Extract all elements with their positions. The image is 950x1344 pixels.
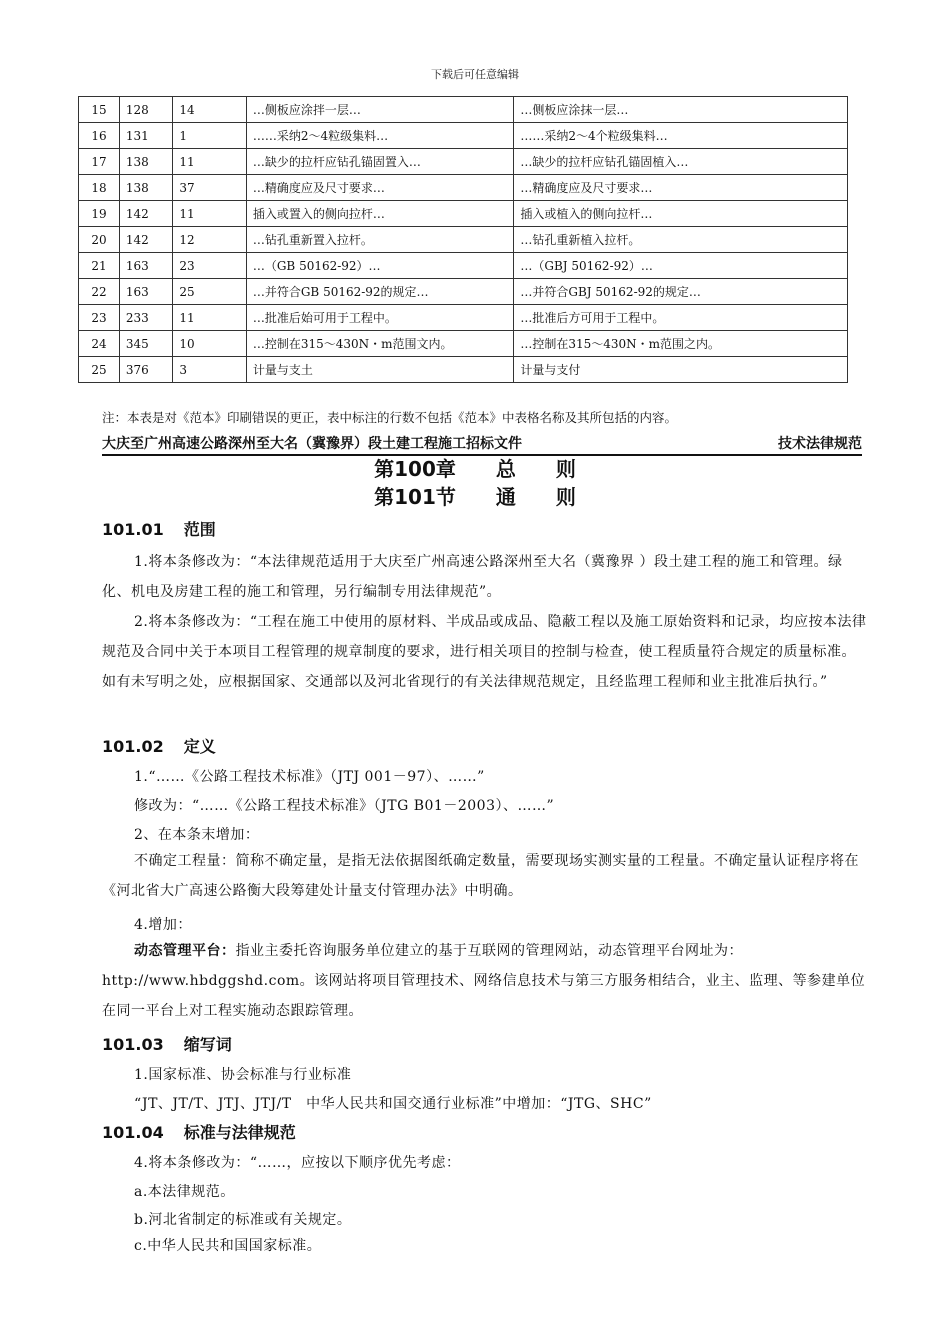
table-row	[79, 201, 848, 227]
clause-title: 缩写词	[183, 1035, 232, 1054]
original-text-cell: 计量与支土	[246, 357, 514, 383]
row-number-cell: 18	[79, 175, 120, 201]
clause-heading-101-04	[102, 1120, 296, 1143]
clause-heading-101-02	[102, 734, 216, 757]
page-cell: 345	[119, 331, 173, 357]
paragraph-scope-1: 1.将本条修改为：“本法律规范适用于大庆至广州高速公路深州至大名（冀豫界 ）段土建工程的施工和管理。绿化、机电及房建工程的施工和管理，另行编制专用法律规范”。	[102, 554, 843, 600]
page-cell: 138	[119, 149, 173, 175]
definition-line-2: 修改为：“……《公路工程技术标准》（JTG B01－2003）、……”	[134, 798, 555, 814]
row-number-cell: 16	[79, 123, 120, 149]
term-dynamic-platform: 动态管理平台：	[134, 943, 236, 959]
original-text-cell: …并符合GB 50162-92的规定…	[246, 279, 514, 305]
corrected-text-cell: ……采纳2～4个粒级集料…	[514, 123, 848, 149]
table-row	[79, 279, 848, 305]
table-row	[79, 149, 848, 175]
line-cell: 11	[173, 201, 246, 227]
clause-title: 定义	[183, 737, 216, 756]
table-row	[79, 123, 848, 149]
row-number-cell: 17	[79, 149, 120, 175]
original-text-cell: …（GB 50162-92）…	[246, 253, 514, 279]
page-cell: 142	[119, 201, 173, 227]
chapter-title: 第100章 总 则	[374, 457, 576, 481]
definition-line-1: 1.“……《公路工程技术标准》（JTJ 001－97）、……”	[134, 769, 485, 785]
corrected-text-cell: …缺少的拉杆应钻孔锚固植入…	[514, 149, 848, 175]
abbreviation-line-1: 1.国家标准、协会标准与行业标准	[134, 1067, 352, 1083]
paragraph-scope-2: 2.将本条修改为：“工程在施工中使用的原材料、半成品或成品、隐蔽工程以及施工原始资料和记录，均应按本法律规范及合同中关于本项目工程管理的规章制度的要求，进行相关项目的控制与检查，使工程质量符合规定的质量标准。如有未写明之处，应根据国家、交通部以及河北省现行的有关法律规范规定，且经监理工程师和业主批准后执行。”	[102, 614, 867, 690]
corrected-text-cell: …批准后方可用于工程中。	[514, 305, 848, 331]
original-text-cell: …缺少的拉杆应钻孔锚固置入…	[246, 149, 514, 175]
line-cell: 25	[173, 279, 246, 305]
page-cell: 138	[119, 175, 173, 201]
original-text-cell: …批准后始可用于工程中。	[246, 305, 514, 331]
errata-table	[78, 96, 848, 383]
paragraph-uncertain-quantity: 不确定工程量：简称不确定量，是指无法依据图纸确定数量，需要现场实测实量的工程量。不确定量认证程序将在《河北省大广高速公路衡大段筹建处计量支付管理办法》中明确。	[102, 853, 859, 899]
clause-heading-101-03	[102, 1032, 232, 1055]
clause-number: 101.02	[102, 737, 164, 756]
corrected-text-cell: …精确度应及尺寸要求…	[514, 175, 848, 201]
table-row	[79, 305, 848, 331]
corrected-text-cell: …钻孔重新植入拉杆。	[514, 227, 848, 253]
standards-line-4: c.中华人民共和国国家标准。	[134, 1238, 322, 1254]
standards-line-3: b.河北省制定的标准或有关规定。	[134, 1212, 352, 1228]
standards-line-1: 4.将本条修改为：“……，应按以下顺序优先考虑：	[134, 1155, 461, 1171]
abbreviation-line-2: “JT、JT/T、JTJ、JTJ/T 中华人民共和国交通行业标准”中增加：“JTG、SHC”	[134, 1096, 652, 1112]
table-row	[79, 253, 848, 279]
original-text-cell: ……采纳2～4粒级集料…	[246, 123, 514, 149]
clause-number: 101.03	[102, 1035, 164, 1054]
original-text-cell: …侧板应涂拌一层…	[246, 97, 514, 123]
clause-title: 范围	[183, 520, 216, 539]
section-title: 第101节 通 则	[374, 485, 576, 509]
original-text-cell: …钻孔重新置入拉杆。	[246, 227, 514, 253]
table-row	[79, 227, 848, 253]
table-note: 注：本表是对《范本》印刷错误的更正，表中标注的行数不包括《范本》中表格名称及其所包括的内容。	[102, 410, 678, 425]
corrected-text-cell: …（GBJ 50162-92）…	[514, 253, 848, 279]
row-number-cell: 25	[79, 357, 120, 383]
corrected-text-cell: …并符合GBJ 50162-92的规定…	[514, 279, 848, 305]
line-cell: 14	[173, 97, 246, 123]
page-cell: 163	[119, 279, 173, 305]
standards-line-2: a.本法律规范。	[134, 1184, 235, 1200]
line-cell: 3	[173, 357, 246, 383]
line-cell: 1	[173, 123, 246, 149]
line-cell: 11	[173, 149, 246, 175]
definition-line-4: 4.增加：	[134, 917, 192, 933]
row-number-cell: 15	[79, 97, 120, 123]
row-number-cell: 20	[79, 227, 120, 253]
running-header-title: 大庆至广州高速公路深州至大名（冀豫界）段土建工程施工招标文件	[102, 436, 522, 452]
page-cell: 131	[119, 123, 173, 149]
line-cell: 11	[173, 305, 246, 331]
corrected-text-cell: …控制在315～430N・m范围之内。	[514, 331, 848, 357]
page-cell: 142	[119, 227, 173, 253]
clause-number: 101.04	[102, 1123, 164, 1142]
line-cell: 23	[173, 253, 246, 279]
line-cell: 10	[173, 331, 246, 357]
corrected-text-cell: 插入或植入的侧向拉杆…	[514, 201, 848, 227]
page-cell: 376	[119, 357, 173, 383]
original-text-cell: …精确度应及尺寸要求…	[246, 175, 514, 201]
clause-title: 标准与法律规范	[183, 1123, 296, 1142]
original-text-cell: 插入或置入的侧向拉杆…	[246, 201, 514, 227]
row-number-cell: 19	[79, 201, 120, 227]
table-row	[79, 175, 848, 201]
row-number-cell: 22	[79, 279, 120, 305]
page-cell: 163	[119, 253, 173, 279]
corrected-text-cell: …侧板应涂抹一层…	[514, 97, 848, 123]
line-cell: 37	[173, 175, 246, 201]
running-header-section: 技术法律规范	[778, 436, 862, 452]
clause-number: 101.01	[102, 520, 164, 539]
row-number-cell: 24	[79, 331, 120, 357]
header-note: 下载后可任意编辑	[431, 68, 519, 81]
clause-heading-101-01	[102, 517, 216, 540]
corrected-text-cell: 计量与支付	[514, 357, 848, 383]
page-cell: 233	[119, 305, 173, 331]
row-number-cell: 23	[79, 305, 120, 331]
definition-dynamic-platform: 指业主委托咨询服务单位建立的基于互联网的管理网站，动态管理平台网址为：http://www.hbdggshd.com。该网站将项目管理技术、网络信息技术与第三方服务相结合，业主、监理、等参建单位在同一平台上对工程实施动态跟踪管理。	[102, 943, 866, 1019]
errata-table-body	[79, 97, 848, 383]
page-cell: 128	[119, 97, 173, 123]
table-row	[79, 357, 848, 383]
definition-line-3: 2、在本条末增加：	[134, 827, 260, 843]
line-cell: 12	[173, 227, 246, 253]
table-row	[79, 331, 848, 357]
row-number-cell: 21	[79, 253, 120, 279]
original-text-cell: …控制在315～430N・m范围文内。	[246, 331, 514, 357]
table-row	[79, 97, 848, 123]
paragraph-dynamic-platform	[102, 936, 868, 1026]
